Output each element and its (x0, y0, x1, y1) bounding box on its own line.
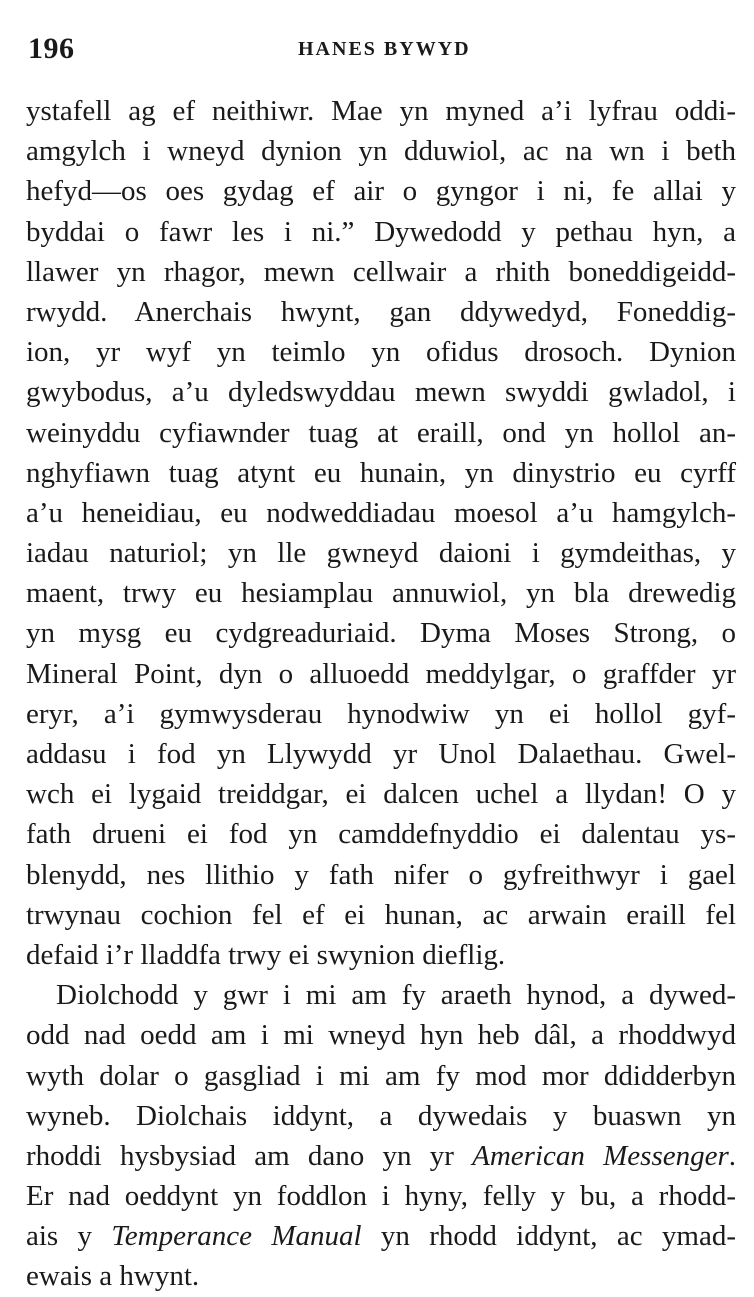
text-line: gwybodus, a’u dyledswyddau mewn swyddi gwladol, i (26, 376, 736, 409)
text-line: Er nad oeddynt yn foddlon i hyny, felly y bu, a rhodd- (26, 1180, 736, 1213)
text-line: a’u heneidiau, eu nodweddiadau moesol a’u hamgylch- (26, 496, 736, 529)
text-line-with-italic (26, 1216, 736, 1256)
text-segment: yn rhodd iddynt, ac ymad- (361, 1220, 736, 1253)
text-line: yn mysg eu cydgreaduriaid. Dyma Moses Strong, o (26, 617, 736, 650)
italic-title: Temperance Manual (111, 1220, 362, 1253)
text-segment: rhoddi hysbysiad am dano yn yr (26, 1139, 473, 1172)
paragraph-1 (26, 91, 736, 975)
text-line: Mineral Point, dyn o alluoedd meddylgar, o graffder yr (26, 657, 736, 690)
text-line: byddai o fawr les i ni.” Dywedodd y pethau hyn, a (26, 215, 736, 248)
text-line: Diolchodd y gwr i mi am fy araeth hynod, a dywed- (56, 979, 736, 1012)
text-line: ystafell ag ef neithiwr. Mae yn myned a’i lyfrau oddi- (26, 95, 736, 127)
text-segment: . (728, 1139, 737, 1172)
text-line: weinyddu cyfiawnder tuag at eraill, ond yn hollol an- (26, 416, 736, 449)
text-line: amgylch i wneyd dynion yn dduwiol, ac na wn i beth (26, 135, 736, 168)
text-line: nghyfiawn tuag atynt eu hunain, yn dinystrio eu cyrff (26, 456, 736, 489)
text-line: fath drueni ei fod yn camddefnyddio ei dalentau ys- (26, 818, 736, 851)
italic-title: American Messenger (472, 1139, 729, 1172)
text-line: iadau naturiol; yn lle gwneyd daioni i gymdeithas, y (26, 537, 736, 570)
text-line-with-italic (26, 1136, 736, 1176)
text-line: wyneb. Diolchais iddynt, a dywedais y buaswn yn (26, 1099, 736, 1132)
paragraph-2 (26, 975, 736, 1297)
running-head: HANES BYWYD (298, 38, 471, 60)
text-segment: ais y (26, 1220, 112, 1253)
text-line: rwydd. Anerchais hwynt, gan ddywedyd, Foneddig- (26, 295, 736, 328)
text-line: maent, trwy eu hesiamplau annuwiol, yn bla drewedig (26, 577, 736, 610)
text-line: addasu i fod yn Llywydd yr Unol Dalaethau. Gwel- (26, 738, 736, 770)
text-line: wyth dolar o gasgliad i mi am fy mod mor ddidderbyn (26, 1059, 736, 1092)
text-line: llawer yn rhagor, mewn cellwair a rhith boneddigeidd- (26, 255, 736, 288)
text-line: trwynau cochion fel ef ei hunan, ac arwain eraill fel (26, 898, 736, 931)
page-number: 196 (28, 32, 75, 65)
text-line: eryr, a’i gymwysderau hynodwiw yn ei hollol gyf- (26, 697, 736, 730)
text-line: blenydd, nes llithio y fath nifer o gyfreithwyr i gael (26, 858, 736, 891)
text-line: odd nad oedd am i mi wneyd hyn heb dâl, a rhoddwyd (26, 1019, 736, 1052)
body-text (26, 91, 736, 1297)
text-line: wch ei lygaid treiddgar, ei dalcen uchel a llydan! O y (26, 778, 736, 811)
text-line: hefyd—os oes gydag ef air o gyngor i ni, fe allai y (26, 175, 736, 208)
text-line: ewais a hwynt. (26, 1260, 200, 1293)
text-line: defaid i’r lladdfa trwy ei swynion dieflig. (26, 938, 506, 971)
page-header (28, 28, 740, 68)
text-line: ion, yr wyf yn teimlo yn ofidus drosoch. Dynion (26, 336, 736, 369)
